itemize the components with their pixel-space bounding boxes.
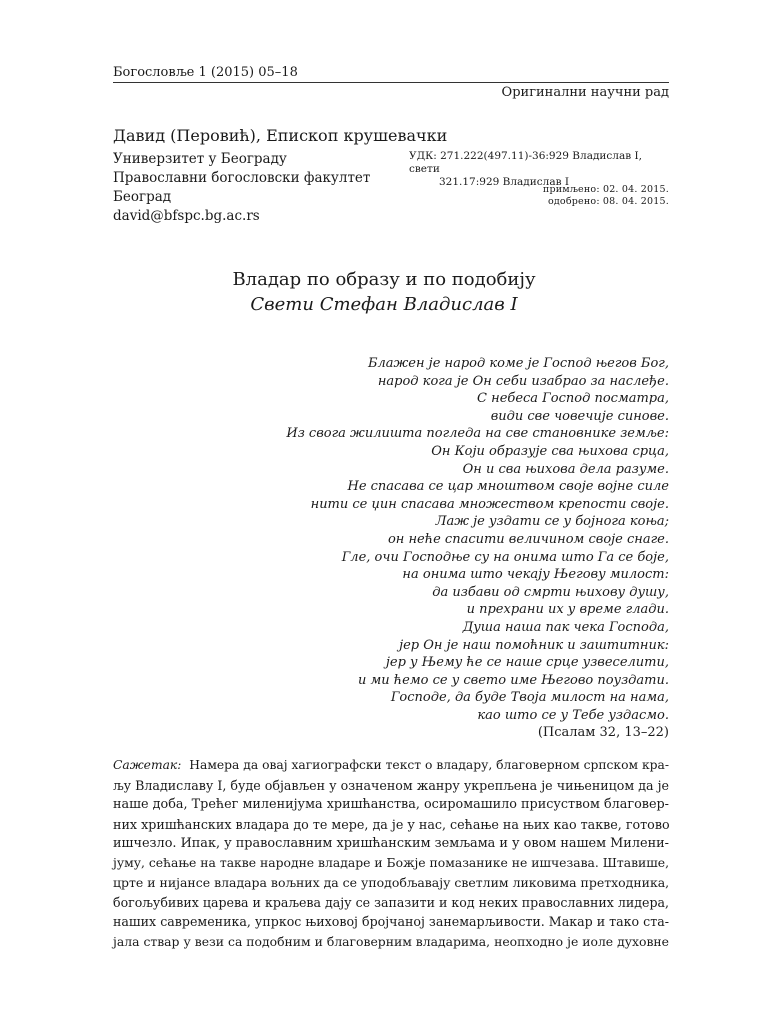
abstract-line: наше доба, Трећег миленијума хришћанства, осиромашило присуством благовер- <box>113 797 669 812</box>
affiliation-university: Универзитет у Београду <box>113 151 287 167</box>
epigraph-line: Не спасава се цар мноштвом своје војне силе <box>347 479 669 495</box>
epigraph-line: и ми ћемо се у свето име Његово поуздати. <box>358 672 669 688</box>
epigraph-line: нити се џин спасава множеством крепости своје. <box>310 496 669 512</box>
paper-title: Владар по образу и по подобију <box>232 269 536 290</box>
abstract-line: љу Владиславу I, буде објављен у означеном жанру укрепљена је чињеницом да је <box>113 777 669 793</box>
submission-dates <box>543 184 669 208</box>
approved-date: одобрено: 08. 04. 2015. <box>547 196 669 207</box>
journal-reference: Богословље 1 (2015) 05–18 <box>113 65 298 80</box>
epigraph-line: на онима што чекају Његову милост: <box>402 567 669 583</box>
abstract-label: Сажетак: <box>113 758 182 772</box>
epigraph-line: Блажен је народ коме је Господ његов Бог, <box>367 356 669 371</box>
epigraph-line: Душа наша пак чека Господа, <box>462 619 669 635</box>
epigraph-line: и прехрани их у време глади. <box>466 602 669 618</box>
epigraph-line: Он Који образује сва њихова срца, <box>431 443 669 459</box>
epigraph-line: да избави од смрти њихову душу, <box>432 584 669 600</box>
author-email: david@bfspc.bg.ac.rs <box>113 208 260 224</box>
epigraph-line: Из свога жилишта погледа на све становнике земље: <box>286 426 669 442</box>
abstract-line: црте и нијансе владара вољних да се уподобљавају светлим ликовима претходника, <box>113 875 670 890</box>
epigraph-line: јер у Њему ће се наше срце узвеселити, <box>385 655 669 671</box>
abstract-line <box>113 756 669 776</box>
affiliation-city: Београд <box>113 189 172 205</box>
paper-subtitle: Свети Стефан Владислав I <box>250 294 518 315</box>
author-name: Давид (Перовић), Епископ крушевачки <box>113 126 448 145</box>
abstract-line: ишчезло. Ипак, у православним хришћанским земљама и у овом нашем Милени- <box>113 836 670 851</box>
udk-line-2: 321.17:929 Владислав I <box>439 176 569 188</box>
epigraph-citation: (Псалам 32, 13–22) <box>537 725 669 741</box>
psalm-epigraph <box>229 355 669 742</box>
epigraph-line: као што се у Тебе уздасмо. <box>477 707 669 723</box>
header-rule <box>113 82 669 83</box>
epigraph-line: С небеса Господ посматра, <box>477 391 669 407</box>
epigraph-line: Гле, очи Господње су на онима што Га се боје, <box>341 549 669 565</box>
epigraph-line: народ кога је Он себи изабрао за наслеђе. <box>377 373 669 389</box>
abstract-line: јала ствар у вези са подобним и благоверним владарима, неопходно је иоле духовне <box>113 933 669 949</box>
epigraph-line: види све човечије синове. <box>490 408 669 424</box>
abstract-line: богољубивих царева и краљева дају се запазити и код неких православних лидера, <box>113 894 669 910</box>
epigraph-line: он неће спасити величином своје снаге. <box>387 531 669 547</box>
affiliation-faculty: Православни богословски факултет <box>113 170 371 186</box>
epigraph-line: Господе, да буде Твоја милост на нама, <box>390 690 669 706</box>
epigraph-line: јер Он је наш помоћник и заштитник: <box>399 637 669 653</box>
abstract <box>113 756 669 951</box>
abstract-line: них хришћанских владара до те мере, да је у нас, сећање на њих као такве, готово <box>113 816 670 832</box>
abstract-text: Намера да овај хагиографски текст о владару, благоверном српском кра- <box>189 758 670 772</box>
epigraph-line: Лаж је уздати се у бојнога коња; <box>435 514 669 530</box>
author-affiliation <box>113 150 370 226</box>
abstract-line: јуму, сећање на такве народне владаре и Божје помазанике не ишчезава. Штавише, <box>113 855 669 870</box>
received-date: примљено: 02. 04. 2015. <box>542 184 669 195</box>
paper-type: Оригинални научни рад <box>501 85 669 100</box>
epigraph-line: Он и сва њихова дела разуме. <box>462 461 669 477</box>
abstract-line: наших савременика, упркос њиховој бројчаној занемарљивости. Макар и тако ста- <box>113 914 669 929</box>
udk-line-1: УДК: 271.222(497.11)-36:929 Владислав I, свети <box>409 150 642 175</box>
